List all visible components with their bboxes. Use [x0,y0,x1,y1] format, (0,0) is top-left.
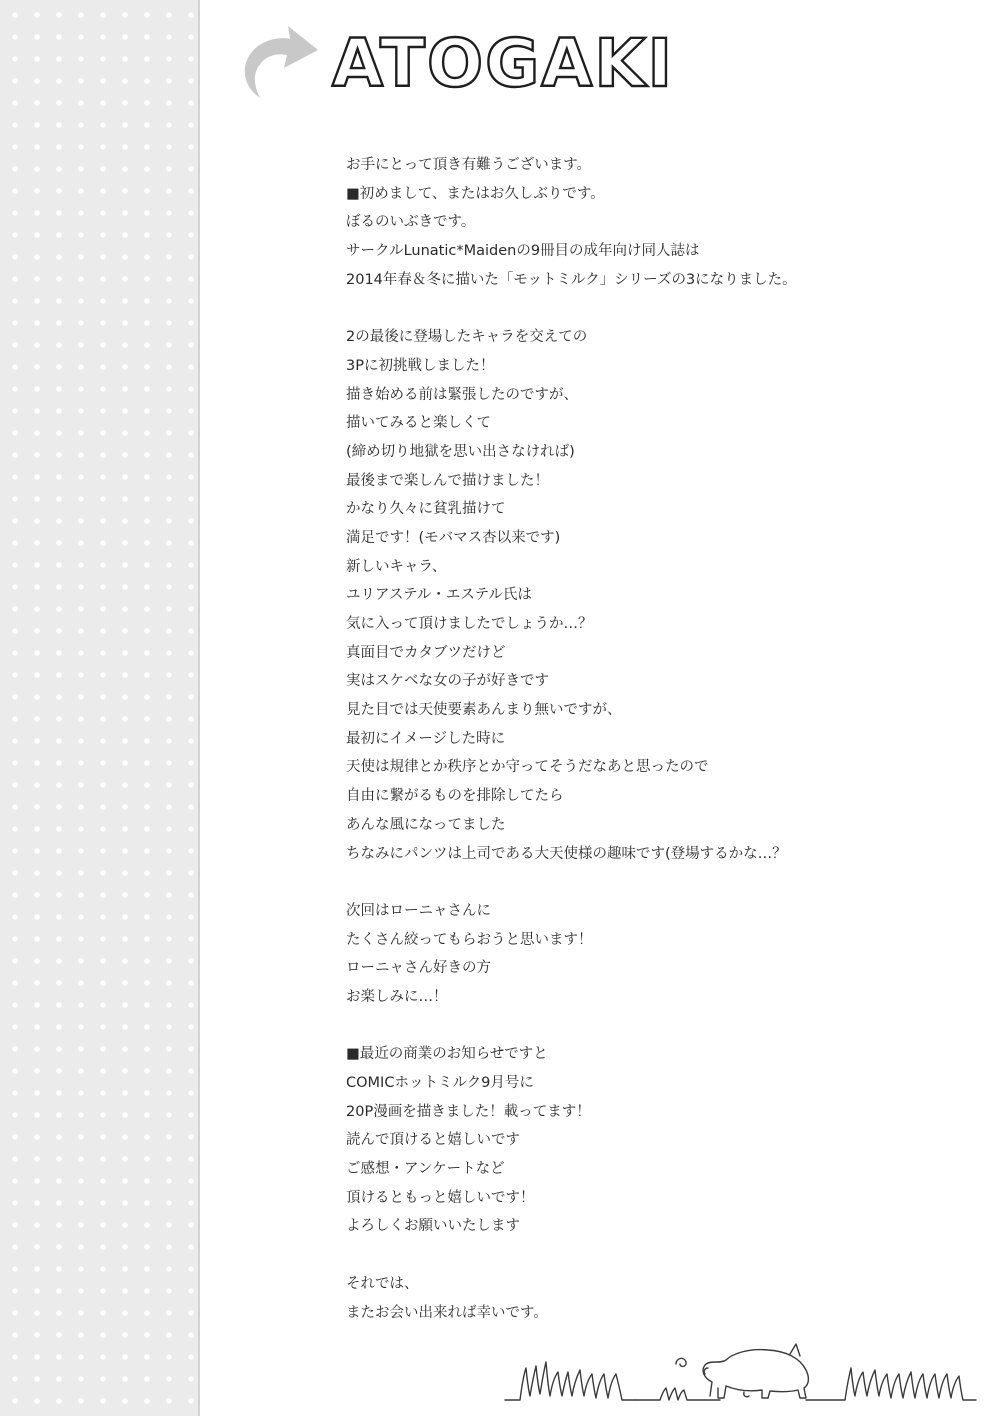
text-line: 描いてみると楽しくて [346,415,491,432]
text-line: ちなみにパンツは上司である大天使様の趣味です(登場するかな…？ [346,845,787,862]
text-line: 満足です！(モバマス杏以来です) [346,529,561,546]
text-line: 3Pに初挑戦しました！ [346,357,495,374]
text-line: 次回はローニャさんに [346,902,491,919]
text-line: またお会い出来れば幸いです。 [346,1304,548,1321]
text-line: それでは、 [346,1275,419,1292]
text-line [346,1012,986,1041]
text-line: 最初にイメージした時に [346,730,506,747]
curved-arrow-icon [232,18,332,108]
text-line: お楽しみに…！ [346,988,448,1005]
afterword-body [346,151,986,1327]
text-line: ■初めまして、またはお久しぶりです。 [346,185,605,202]
text-line: ユリアステル・エステル氏は [346,587,532,604]
text-line: (締め切り地獄を思い出さなければ) [346,443,575,460]
text-line: よろしくお願いいたします [346,1218,520,1235]
dotted-side-band [0,0,200,1416]
text-line: 20P漫画を描きました！載ってます！ [346,1103,591,1120]
text-line [346,1241,986,1270]
text-line: 天使は規律とか秩序とか守ってそうだなあと思ったので [346,759,709,776]
text-line: 自由に繋がるものを排除してたら [346,788,564,805]
text-line [346,868,986,897]
text-line: 最後まで楽しんで描けました！ [346,472,549,489]
text-line: お手にとって頂き有難うございます。 [346,157,592,173]
text-line: 描き始める前は緊張したのですが、 [346,386,578,403]
page-title: ATOGAKI [332,25,675,102]
text-line: かなり久々に貧乳描けて [346,501,506,518]
text-line: 実はスケベな女の子が好きです [346,673,549,690]
afterword-header [232,18,732,108]
text-line: 見た目では天使要素あんまり無いですが、 [346,702,622,719]
grass-and-pig-doodle [500,1334,980,1406]
text-line: ご感想・アンケートなど [346,1161,505,1178]
text-line: 真面目でカタブツだけど [346,644,506,661]
text-line: ぼるのいぶきです。 [346,214,476,231]
text-line: 2の最後に登場したキャラを交えての [346,329,588,346]
text-line: 頂けるともっと嬉しいです！ [346,1189,535,1206]
text-line: サークルLunatic*Maidenの9冊目の成年向け同人誌は [346,243,700,260]
text-line: あんな風になってました [346,816,506,833]
text-line: 新しいキャラ、 [346,558,447,575]
text-line: COMICホットミルク9月号に [346,1075,534,1091]
text-line: たくさん絞ってもらおうと思います！ [346,931,593,948]
text-line: ローニャさん好きの方 [346,960,491,977]
text-line: 気に入って頂けましたでしょうか…？ [346,616,593,632]
text-line: 読んで頂けると嬉しいです [346,1132,520,1149]
text-line [346,294,986,323]
text-line: 2014年春＆冬に描いた「モットミルク」シリーズの3になりました。 [346,271,797,288]
text-line: ■最近の商業のお知らせですと [346,1046,548,1063]
